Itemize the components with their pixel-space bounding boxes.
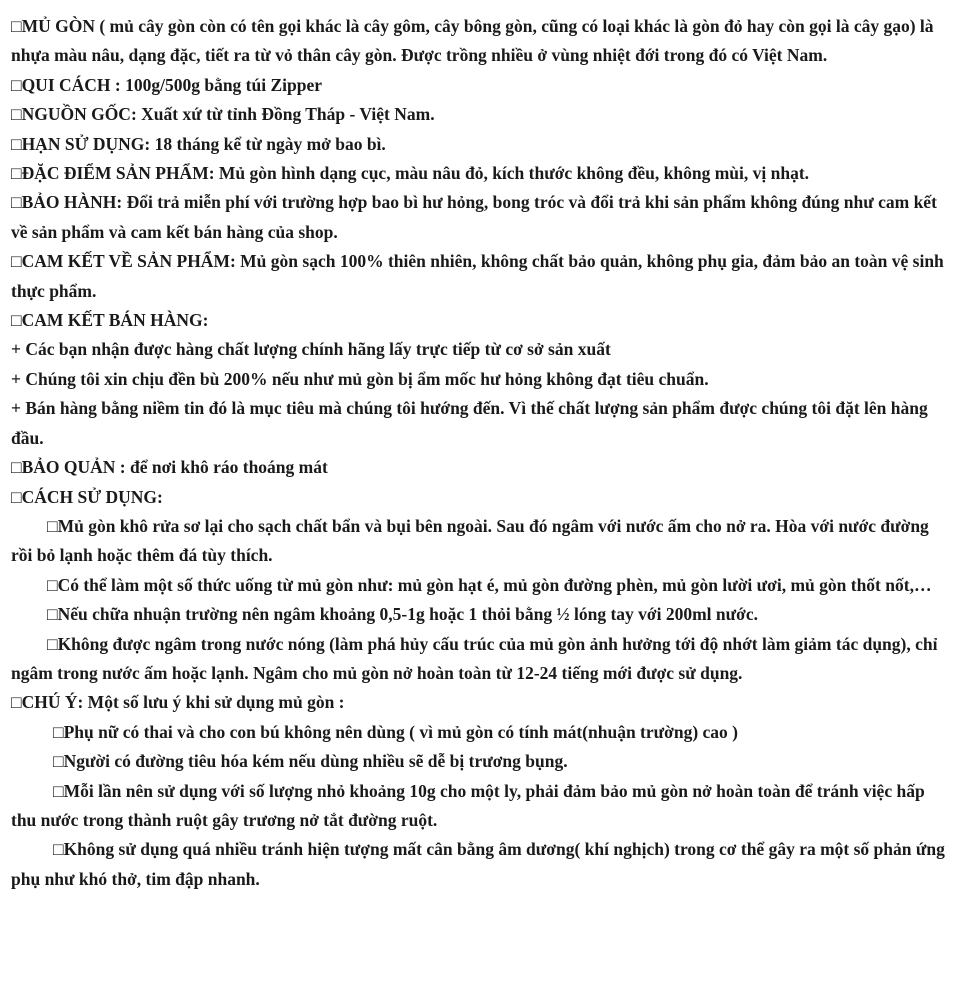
- note-item: □Mỗi lần nên sử dụng với số lượng nhỏ khoảng 10g cho một ly, phải đảm bảo mủ gòn nở hoàn toàn để tránh việc hấp thu nước trong thành ruột gây trương nở tắt đường ruột.: [11, 780, 925, 830]
- product-description: [11, 12, 951, 894]
- spec-line: □QUI CÁCH : 100g/500g bằng túi Zipper: [11, 74, 323, 95]
- notes-heading: □CHÚ Ý: Một số lưu ý khi sử dụng mủ gòn :: [11, 692, 345, 713]
- sales-commitment-item: + Các bạn nhận được hàng chất lượng chính hãng lấy trực tiếp từ cơ sở sản xuất: [11, 339, 611, 360]
- sales-commitment-item: + Bán hàng bằng niềm tin đó là mục tiêu mà chúng tôi hướng đến. Vì thế chất lượng sản phẩm được chúng tôi đặt lên hàng đầu.: [11, 398, 928, 448]
- note-item: □Phụ nữ có thai và cho con bú không nên dùng ( vì mủ gòn có tính mát(nhuận trường) cao ): [53, 721, 739, 742]
- usage-item: □Có thể làm một số thức uống từ mủ gòn như: mủ gòn hạt é, mủ gòn đường phèn, mủ gòn lười ươi, mủ gòn thốt nốt,…: [47, 574, 932, 595]
- warranty-paragraph: □BẢO HÀNH: Đổi trả miễn phí với trường hợp bao bì hư hỏng, bong tróc và đổi trả khi sản phẩm không đúng như cam kết về sản phẩm và cam kết bán hàng của shop.: [11, 192, 937, 242]
- usage-heading: □CÁCH SỬ DỤNG:: [11, 486, 163, 507]
- usage-item: □Nếu chữa nhuận trường nên ngâm khoảng 0,5-1g hoặc 1 thỏi bằng ½ lóng tay với 200ml nước.: [47, 604, 758, 625]
- sales-commitment-heading: □CAM KẾT BÁN HÀNG:: [11, 310, 209, 331]
- usage-item: □Không được ngâm trong nước nóng (làm phá hủy cấu trúc của mủ gòn ảnh hưởng tới độ nhớt làm giảm tác dụng), chỉ ngâm trong nước ấm hoặc lạnh. Ngâm cho mủ gòn nở hoàn toàn từ 12-24 tiếng mới được sử dụng.: [11, 633, 938, 683]
- note-item: □Không sử dụng quá nhiều tránh hiện tượng mất cân bằng âm dương( khí nghịch) trong cơ thể gây ra một số phản ứng phụ như khó thở, tim đập nhanh.: [11, 839, 945, 889]
- origin-line: □NGUỒN GỐC: Xuất xứ từ tỉnh Đồng Tháp - Việt Nam.: [11, 104, 435, 125]
- note-item: □Người có đường tiêu hóa kém nếu dùng nhiều sẽ dễ bị trương bụng.: [53, 751, 568, 772]
- usage-item: □Mủ gòn khô rửa sơ lại cho sạch chất bẩn và bụi bên ngoài. Sau đó ngâm với nước ấm cho nở ra. Hòa với nước đường rồi bỏ lạnh hoặc thêm đá tùy thích.: [11, 515, 929, 566]
- features-paragraph: □ĐẶC ĐIỂM SẢN PHẨM: Mủ gòn hình dạng cục, màu nâu đỏ, kích thước không đều, không mùi, vị nhạt.: [11, 163, 810, 184]
- storage-line: □BẢO QUẢN : để nơi khô ráo thoáng mát: [11, 457, 328, 478]
- sales-commitment-item: + Chúng tôi xin chịu đền bù 200% nếu như mủ gòn bị ẩm mốc hư hỏng không đạt tiêu chuẩn.: [11, 368, 709, 389]
- intro-paragraph: □MỦ GÒN ( mủ cây gòn còn có tên gọi khác là cây gôm, cây bông gòn, cũng có loại khác là gòn đỏ hay còn gọi là cây gạo) là nhựa màu nâu, dạng đặc, tiết ra từ vỏ thân cây gòn. Được trồng nhiều ở vùng nhiệt đới trong đó có Việt Nam.: [11, 16, 934, 66]
- expiry-line: □HẠN SỬ DỤNG: 18 tháng kể từ ngày mở bao bì.: [11, 133, 386, 154]
- product-commitment-paragraph: □CAM KẾT VỀ SẢN PHẨM: Mủ gòn sạch 100% thiên nhiên, không chất bảo quản, không phụ gia, đảm bảo an toàn vệ sinh thực phẩm.: [11, 251, 944, 301]
